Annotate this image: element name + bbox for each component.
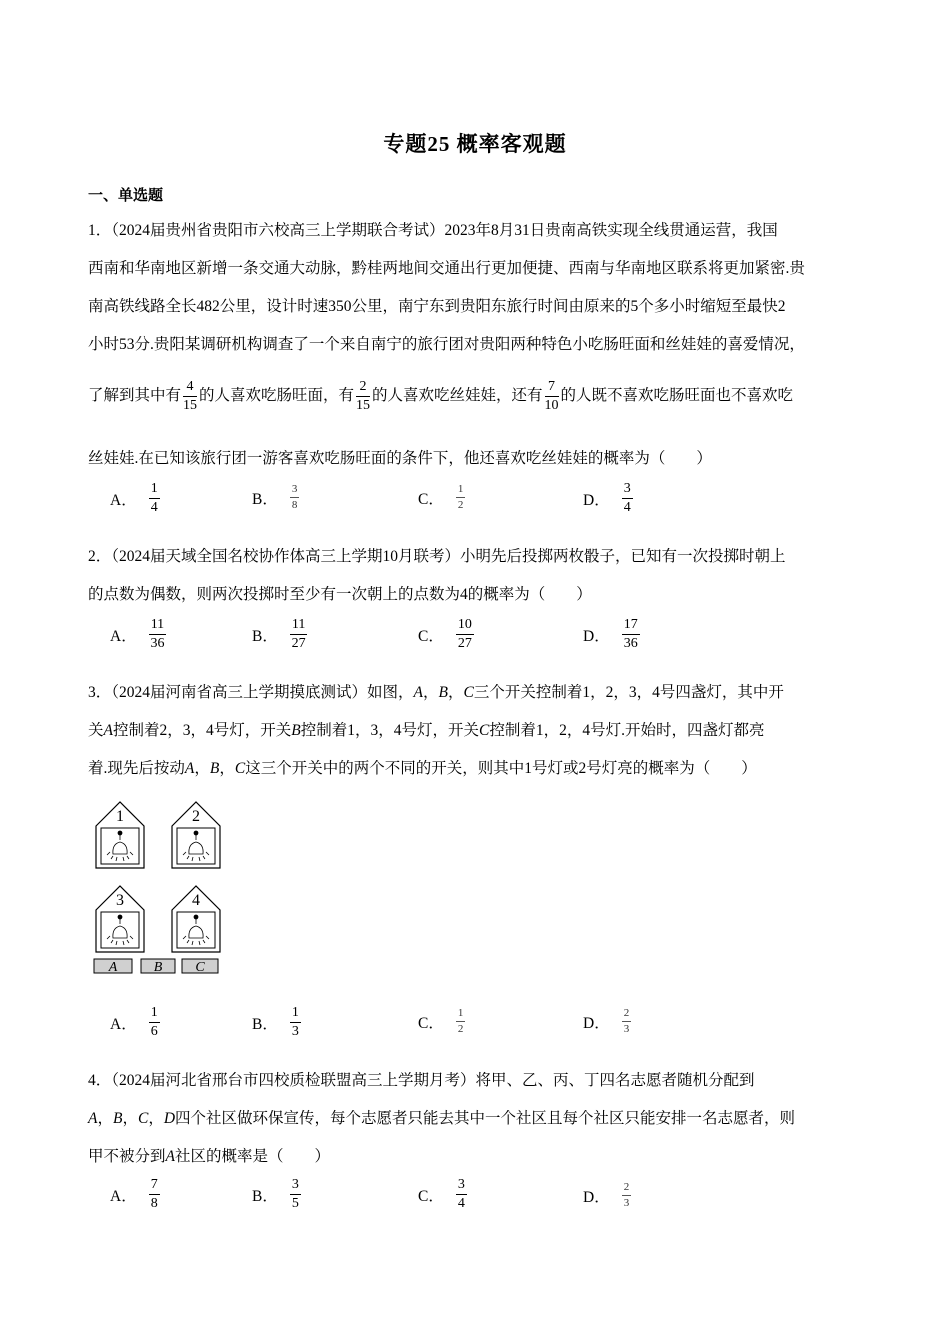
option-label: A． — [110, 1187, 137, 1205]
q1-text-a: 了解到其中有 — [88, 387, 182, 405]
denominator: 15 — [356, 398, 371, 413]
q4-text: 四个社区做环保宣传，每个志愿者只能去其中一个社区且每个社区只能安排一名志愿者，则 — [175, 1110, 796, 1127]
var-c: C — [234, 760, 246, 777]
q1-text-d: 的人既不喜欢吃肠旺面也不喜欢吃 — [560, 387, 794, 405]
option-label: D． — [583, 1188, 610, 1206]
denominator: 27 — [457, 636, 472, 651]
var-d: D — [163, 1110, 176, 1127]
var-b: B — [291, 722, 301, 739]
option-label: C． — [418, 1187, 444, 1205]
lamp-2 — [172, 802, 220, 868]
separator: ， — [422, 684, 439, 701]
option-fraction — [622, 482, 633, 515]
switch-label: A — [108, 960, 118, 975]
option-fraction — [456, 618, 474, 651]
denominator: 36 — [150, 636, 165, 651]
option-fraction — [149, 1178, 160, 1211]
page-title: 专题25 概率客观题 — [383, 132, 567, 156]
q2-option-c[interactable] — [418, 618, 476, 651]
denominator: 2 — [457, 499, 464, 511]
q4-text: 甲不被分到 — [88, 1148, 166, 1165]
var-c: C — [137, 1110, 149, 1127]
numerator: 17 — [622, 618, 640, 635]
denominator: 3 — [291, 1024, 299, 1039]
numerator: 11 — [149, 618, 166, 635]
option-label: C． — [418, 1014, 444, 1032]
option-fraction — [456, 1008, 466, 1035]
separator: ， — [122, 1110, 138, 1127]
numerator: 2 — [356, 380, 370, 397]
q3-text: 这三个开关中的两个不同的开关，则其中1号灯或2号灯亮的概率为（ ） — [245, 760, 757, 777]
numerator: 7 — [149, 1178, 160, 1195]
var-a: A — [103, 722, 113, 739]
q3-option-d[interactable] — [583, 1008, 633, 1035]
option-label: D． — [583, 491, 610, 509]
denominator: 15 — [183, 398, 198, 413]
q3-text: 控制着2，3，4号灯，开关 — [112, 722, 292, 739]
denominator: 8 — [150, 1196, 158, 1211]
q3-text: 关 — [88, 722, 104, 739]
option-label: B． — [252, 1187, 278, 1205]
numerator: 7 — [545, 380, 559, 397]
denominator: 10 — [544, 398, 559, 413]
q1-text-c: 的人喜欢吃丝娃娃，还有 — [372, 387, 543, 405]
q3-line-1 — [88, 680, 868, 702]
numerator: 1 — [149, 482, 160, 499]
q3-text: 控制着1，2，4号灯.开始时，四盏灯都亮 — [489, 722, 765, 739]
section-heading: 一、单选题 — [88, 188, 164, 204]
q3-option-b[interactable] — [252, 1006, 303, 1039]
switch-c — [182, 959, 218, 975]
q4-option-a[interactable] — [110, 1178, 162, 1211]
var-a: A — [88, 1110, 98, 1127]
option-fraction — [290, 618, 307, 651]
q1-line-2: 西南和华南地区新增一条交通大动脉，黔桂两地间交通出行更加便捷、西南与华南地区联系将更加紧密.贵 — [88, 260, 805, 277]
numerator: 3 — [290, 1178, 301, 1195]
q1-line-1: 1．（2024届贵州省贵阳市六校高三上学期联合考试）2023年8月31日贵南高铁实现全线贯通运营，我国 — [88, 222, 778, 239]
option-fraction — [149, 482, 160, 515]
lamp-number: 1 — [116, 808, 124, 825]
q2-line-2: 的点数为偶数，则两次投掷时至少有一次朝上的点数为4的概率为（ ） — [88, 586, 592, 603]
option-label: A． — [110, 1015, 137, 1033]
option-fraction — [622, 1008, 632, 1035]
q1-line-4: 小时53分.贵阳某调研机构调查了一个来自南宁的旅行团对贵阳两种特色小吃肠旺面和丝娃娃的喜爱情况， — [88, 336, 805, 353]
option-label: A． — [110, 627, 137, 645]
q3-option-a[interactable] — [110, 1006, 162, 1039]
separator: ， — [148, 1110, 164, 1127]
q1-fraction-1 — [183, 380, 197, 413]
separator: ， — [97, 1110, 113, 1127]
numerator: 3 — [290, 484, 300, 498]
option-fraction — [622, 618, 640, 651]
option-label: C． — [418, 490, 444, 508]
var-a: A — [184, 760, 195, 777]
q1-option-b[interactable] — [252, 484, 301, 511]
lamp-3 — [96, 886, 144, 952]
q4-line-3 — [88, 1144, 868, 1166]
denominator: 4 — [457, 1196, 465, 1211]
switch-label: B — [153, 960, 163, 975]
switch-label: C — [195, 960, 205, 975]
numerator: 4 — [183, 380, 197, 397]
numerator: 1 — [149, 1006, 160, 1023]
q1-option-a[interactable] — [110, 482, 162, 515]
numerator: 3 — [622, 482, 633, 499]
option-label: D． — [583, 627, 610, 645]
separator: ， — [447, 684, 464, 701]
separator: ， — [219, 760, 235, 777]
q3-line-3 — [88, 756, 868, 778]
denominator: 8 — [291, 499, 298, 511]
option-fraction — [290, 1006, 301, 1039]
numerator: 3 — [456, 1178, 467, 1195]
lamp-switch-figure — [90, 800, 230, 978]
lamp-number: 3 — [116, 892, 124, 909]
option-fraction — [456, 1178, 467, 1211]
var-b: B — [209, 760, 220, 777]
q3-line-2 — [88, 718, 868, 740]
q4-line-2 — [88, 1106, 868, 1128]
separator: ， — [194, 760, 210, 777]
var-b: B — [112, 1110, 123, 1127]
var-a: A — [413, 684, 423, 701]
q1-fraction-2 — [356, 380, 370, 413]
q4-option-b[interactable] — [252, 1178, 303, 1211]
denominator: 3 — [623, 1197, 630, 1209]
option-label: B． — [252, 1015, 278, 1033]
lamp-1 — [96, 802, 144, 868]
q3-option-c[interactable] — [418, 1008, 467, 1035]
numerator: 1 — [456, 1008, 466, 1022]
lamp-4 — [172, 886, 220, 952]
q1-option-c[interactable] — [418, 484, 467, 511]
option-label: D． — [583, 1014, 610, 1032]
q4-line-1: 4．（2024届河北省邢台市四校质检联盟高三上学期月考）将甲、乙、丙、丁四名志愿者随机分配到 — [88, 1072, 755, 1089]
var-c: C — [478, 722, 490, 739]
q3-text: 三个开关控制着1，2，3，4号四盏灯，其中开 — [473, 684, 784, 701]
var-b: B — [438, 684, 448, 701]
q2-option-a[interactable] — [110, 618, 168, 651]
q4-text: 社区的概率是（ ） — [174, 1148, 330, 1165]
switch-b — [141, 959, 175, 975]
option-label: C． — [418, 627, 444, 645]
q1-option-d[interactable] — [583, 482, 635, 515]
var-c: C — [463, 684, 474, 701]
q2-option-d[interactable] — [583, 618, 642, 651]
numerator: 2 — [622, 1008, 632, 1022]
q1-line-6: 丝娃娃.在已知该旅行团一游客喜欢吃肠旺面的条件下，他还喜欢吃丝娃娃的概率为（ ） — [88, 450, 712, 467]
numerator: 1 — [290, 1006, 301, 1023]
numerator: 2 — [622, 1182, 632, 1196]
option-label: A． — [110, 491, 137, 509]
denominator: 6 — [150, 1024, 158, 1039]
option-fraction — [290, 484, 300, 511]
denominator: 4 — [150, 500, 158, 515]
denominator: 27 — [291, 636, 306, 651]
denominator: 5 — [291, 1196, 299, 1211]
q3-text: 3．（2024届河南省高三上学期摸底测试）如图， — [88, 684, 414, 701]
denominator: 2 — [457, 1023, 464, 1035]
q3-text: 控制着1，3，4号灯，开关 — [300, 722, 479, 739]
option-fraction — [456, 484, 466, 511]
denominator: 36 — [623, 636, 638, 651]
numerator: 10 — [456, 618, 474, 635]
option-label: B． — [252, 627, 278, 645]
option-fraction — [149, 1006, 160, 1039]
option-label: B． — [252, 490, 278, 508]
option-fraction — [290, 1178, 301, 1211]
lamp-number: 2 — [192, 808, 200, 825]
denominator: 4 — [623, 500, 631, 515]
q4-option-d[interactable] — [583, 1182, 633, 1209]
q1-fraction-3 — [545, 380, 559, 413]
denominator: 3 — [623, 1023, 630, 1035]
q1-line-5 — [88, 380, 868, 413]
numerator: 11 — [290, 618, 307, 635]
option-fraction — [622, 1182, 632, 1209]
q2-option-b[interactable] — [252, 618, 309, 651]
q1-text-b: 的人喜欢吃肠旺面，有 — [199, 387, 355, 405]
numerator: 1 — [456, 484, 466, 498]
lamp-number: 4 — [192, 892, 200, 909]
option-fraction — [149, 618, 166, 651]
var-a: A — [165, 1148, 175, 1165]
q3-text: 着.现先后按动 — [88, 760, 185, 777]
q2-line-1: 2．（2024届天域全国名校协作体高三上学期10月联考）小明先后投掷两枚骰子，已知有一次投掷时朝上 — [88, 548, 786, 565]
q1-line-3: 南高铁线路全长482公里，设计时速350公里，南宁东到贵阳东旅行时间由原来的5个多小时缩短至最快2 — [88, 298, 786, 315]
switch-a — [94, 959, 132, 975]
q4-option-c[interactable] — [418, 1178, 469, 1211]
